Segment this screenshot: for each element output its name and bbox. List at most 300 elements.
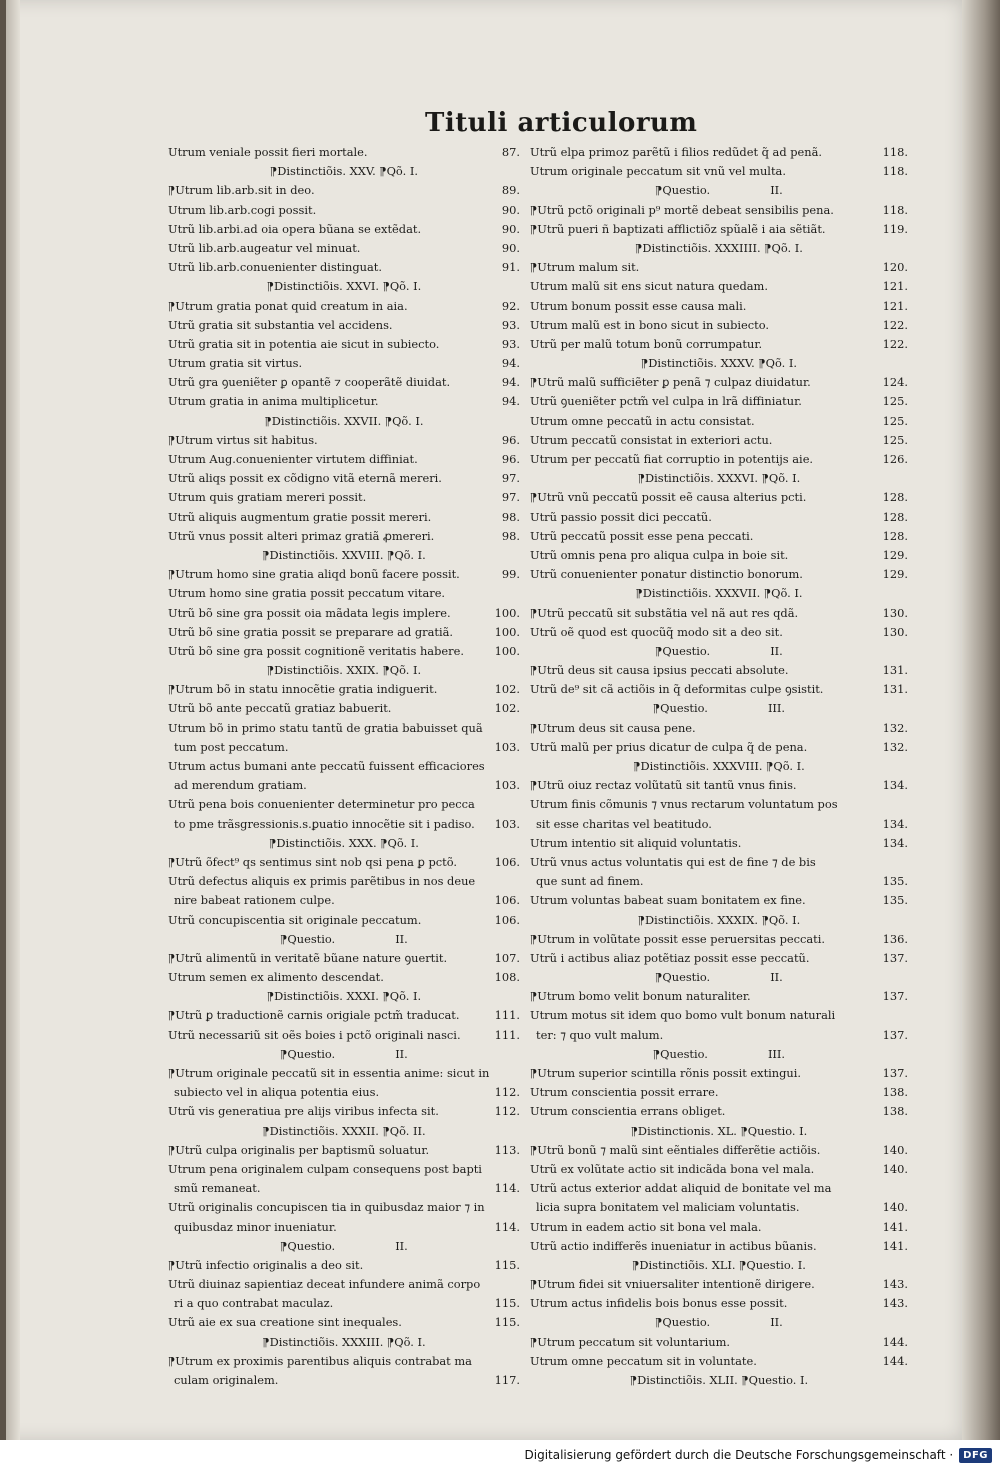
entry-text: Utrũ defectus aliquis ex primis parẽtibus in nos deue	[168, 874, 476, 889]
toc-entry	[530, 508, 908, 527]
toc-entry	[168, 1064, 520, 1083]
toc-entry	[530, 488, 908, 507]
entry-text: Utrũ omnis pena pro aliqua culpa in boie sit.	[530, 547, 789, 562]
toc-entry	[168, 1083, 520, 1102]
entry-text: ⁋Questio.	[280, 1046, 336, 1061]
entry-text: ri a quo contrabat maculaz.	[174, 1296, 334, 1311]
toc-entry	[530, 834, 908, 853]
entry-text: ⁋Utrum lib.arb.sit in deo.	[168, 183, 315, 198]
entry-text: Utrũ vnus possit alteri primaz gratiã ꝓmereri.	[168, 528, 435, 543]
entry-text: ⁋Utrum originale peccatũ sit in essentia anime: sicut in	[168, 1066, 490, 1080]
section-heading	[168, 1333, 520, 1352]
section-heading	[530, 1122, 908, 1141]
entry-text: Utrũ conuenienter ponatur distinctio bonorum.	[530, 567, 803, 582]
page-number: 115.	[494, 1315, 520, 1330]
entry-text: ⁋Questio.	[655, 970, 711, 985]
digitization-footer	[0, 1440, 1000, 1470]
toc-entry	[168, 488, 520, 507]
toc-entry	[168, 1275, 520, 1294]
entry-text: Utrum intentio sit aliquid voluntatis.	[530, 835, 742, 850]
page-number: 140.	[882, 1161, 908, 1176]
entry-text: culam originalem.	[174, 1373, 279, 1387]
section-heading	[530, 1045, 908, 1064]
toc-entry	[530, 872, 908, 891]
page-number: 129.	[882, 547, 908, 562]
page-number: 112.	[494, 1085, 520, 1100]
page-number: 97.	[501, 471, 520, 486]
entry-text: Utrũ concupiscentia sit originale peccatum.	[168, 912, 422, 927]
entry-text: ⁋Questio.	[655, 643, 711, 658]
page-number: 143.	[882, 1296, 908, 1311]
question-number: III.	[767, 701, 786, 716]
entry-text: nire babeat rationem culpe.	[174, 893, 335, 908]
section-heading	[168, 834, 520, 853]
toc-entry	[168, 354, 520, 373]
entry-text: ⁋Utrum in volũtate possit esse peruersitas peccati.	[530, 931, 826, 946]
entry-text: ⁋Questio.	[655, 183, 711, 198]
page-number: 130.	[882, 624, 908, 639]
page-number: 94.	[501, 356, 520, 371]
toc-entry	[530, 431, 908, 450]
question-number: II.	[770, 643, 783, 658]
question-number: II.	[770, 183, 783, 198]
toc-entry	[168, 1141, 520, 1160]
section-heading	[168, 546, 520, 565]
entry-text: Utrũ actio indifferẽs inueniatur in actibus bũanis.	[530, 1238, 817, 1253]
page-number: 128.	[882, 490, 908, 505]
entry-text: ⁋Utrũ peccatũ sit substãtia vel nã aut res qdã.	[530, 605, 799, 620]
toc-entry	[530, 565, 908, 584]
page-number: 121.	[882, 298, 908, 313]
page-number: 138.	[882, 1104, 908, 1119]
entry-text: ⁋Utrũ ꝑ traductionẽ carnis origiale pctm̃ traducat.	[168, 1008, 460, 1023]
entry-text: Utrum actus bumani ante peccatũ fuissent efficaciores	[168, 759, 485, 773]
section-heading	[168, 661, 520, 680]
left-column	[168, 143, 520, 1390]
page-number: 106.	[494, 912, 520, 927]
toc-entry	[168, 853, 520, 872]
entry-text: ⁋Utrũ culpa originalis per baptismũ soluatur.	[168, 1142, 430, 1157]
toc-entry	[168, 508, 520, 527]
section-heading	[530, 181, 908, 200]
page-number: 102.	[494, 682, 520, 697]
entry-text: ⁋Questio.	[652, 1046, 708, 1061]
question-number: III.	[767, 1046, 786, 1061]
entry-text: ⁋Utrũ pueri ñ baptizati afflictiõz spũalẽ i aia sẽtiãt.	[530, 221, 826, 236]
toc-entry	[530, 277, 908, 296]
section-heading	[168, 930, 520, 949]
toc-entry	[168, 1313, 520, 1332]
toc-entry	[168, 1102, 520, 1121]
section-heading	[530, 642, 908, 661]
page-number: 99.	[501, 567, 520, 582]
entry-text: Utrum peccatũ consistat in exteriori actu.	[530, 432, 773, 447]
page-number: 90.	[501, 240, 520, 255]
entry-text: Utrum conscientia possit errare.	[530, 1085, 719, 1100]
entry-text: ⁋Distinctiõis. XXXIX. ⁋Qõ. I.	[637, 912, 801, 927]
toc-entry	[168, 968, 520, 987]
toc-entry	[168, 143, 520, 162]
page-number: 112.	[494, 1104, 520, 1119]
page-number: 144.	[882, 1334, 908, 1349]
toc-entry	[530, 1352, 908, 1371]
toc-entry	[530, 1102, 908, 1121]
entry-text: Utrum homo sine gratia possit peccatum vitare.	[168, 586, 446, 601]
toc-entry	[530, 719, 908, 738]
section-heading	[168, 412, 520, 431]
page-number: 135.	[882, 893, 908, 908]
entry-text: Utrũ lib.arbi.ad oia opera bũana se extẽdat.	[168, 221, 422, 236]
entry-text: ad merendum gratiam.	[174, 778, 307, 793]
toc-entry	[530, 680, 908, 699]
section-heading	[530, 584, 908, 603]
toc-entry	[168, 1006, 520, 1025]
entry-text: ⁋Distinctiõis. XXXIII. ⁋Qõ. I.	[262, 1334, 426, 1349]
entry-text: ⁋Distinctiõis. XXXVI. ⁋Qõ. I.	[637, 471, 801, 486]
toc-entry	[530, 316, 908, 335]
entry-text: Utrum malũ est in bono sicut in subiecto.	[530, 317, 770, 332]
entry-text: ⁋Utrũ infectio originalis a deo sit.	[168, 1257, 364, 1272]
entry-text: Utrũ ꝯueniẽter pctm̃ vel culpa in lrã diffiniatur.	[530, 394, 802, 409]
page-number: 118.	[882, 202, 908, 217]
entry-text: Utrum lib.arb.cogi possit.	[168, 202, 317, 217]
toc-entry	[168, 1198, 520, 1217]
toc-entry	[530, 1141, 908, 1160]
toc-entry	[168, 220, 520, 239]
toc-entry	[168, 181, 520, 200]
page-number: 117.	[494, 1373, 520, 1387]
page-number: 125.	[882, 432, 908, 447]
page-number: 126.	[882, 452, 908, 466]
page-number: 114.	[494, 1219, 520, 1234]
toc-entry	[168, 1371, 520, 1390]
page-number: 120.	[882, 260, 908, 275]
entry-text: Utrum veniale possit fieri mortale.	[168, 145, 368, 159]
toc-entry	[168, 1026, 520, 1045]
section-heading	[530, 239, 908, 258]
toc-entry	[530, 1333, 908, 1352]
entry-text: Utrũ i actibus aliaz potẽtiaz possit esse peccatũ.	[530, 950, 810, 965]
entry-text: ⁋Utrum bomo velit bonum naturaliter.	[530, 989, 751, 1004]
entry-text: Utrũ peccatũ possit esse pena peccati.	[530, 528, 754, 543]
entry-text: Utrũ diuinaz sapientiaz deceat infundere animã corpo	[168, 1277, 481, 1292]
page-number: 103.	[494, 739, 520, 754]
page-number: 135.	[882, 874, 908, 889]
entry-text: Utrum gratia sit virtus.	[168, 356, 303, 371]
toc-entry	[168, 949, 520, 968]
page-number: 111.	[494, 1027, 520, 1042]
page-number: 115.	[494, 1257, 520, 1272]
toc-entry	[168, 584, 520, 603]
page-number: 103.	[494, 816, 520, 831]
toc-entry	[168, 565, 520, 584]
entry-text: Utrum bõ in primo statu tantũ de gratia babuisset quã	[168, 720, 483, 735]
entry-text: Utrum pena originalem culpam consequens post bapti	[168, 1161, 482, 1176]
entry-text: Utrũ gratia sit substantia vel accidens.	[168, 317, 393, 332]
page-number: 121.	[882, 279, 908, 294]
entry-text: Utrũ vnus actus voluntatis qui est de fine ⁊ de bis	[530, 854, 816, 869]
page-number: 98.	[501, 509, 520, 524]
page-number: 144.	[882, 1353, 908, 1368]
entry-text: Utrum malũ sit ens sicut natura quedam.	[530, 279, 768, 294]
entry-text: Utrũ originalis concupiscen tia in quibusdaz maior ⁊ in	[168, 1200, 485, 1215]
entry-text: ⁋Utrum superior scintilla rõnis possit extingui.	[530, 1066, 802, 1080]
entry-text: ⁋Questio.	[280, 931, 336, 946]
page-number: 134.	[882, 816, 908, 831]
entry-text: ⁋Distinctiõis. XXXIIII. ⁋Qõ. I.	[635, 240, 803, 255]
toc-entry	[530, 661, 908, 680]
question-number: II.	[395, 1238, 408, 1253]
entry-text: ⁋Utrum ex proximis parentibus aliquis contrabat ma	[168, 1353, 472, 1368]
toc-entry	[530, 162, 908, 181]
toc-entry	[530, 392, 908, 411]
entry-text: que sunt ad finem.	[536, 874, 644, 889]
toc-entry	[530, 297, 908, 316]
entry-text: licia supra bonitatem vel maliciam voluntatis.	[536, 1200, 800, 1215]
entry-text: ⁋Distinctiõis. XXXV. ⁋Qõ. I.	[640, 356, 798, 371]
footer-text: Digitalisierung gefördert durch die Deutsche Forschungsgemeinschaft ·	[524, 1448, 954, 1462]
page-number: 122.	[882, 317, 908, 332]
toc-entry	[530, 1198, 908, 1217]
toc-entry	[168, 815, 520, 834]
entry-text: Utrum quis gratiam mereri possit.	[168, 490, 367, 505]
toc-entry	[530, 1179, 908, 1198]
entry-text: Utrũ aliqs possit ex cõdigno vitã eternã mereri.	[168, 471, 442, 486]
page-number: 92.	[501, 298, 520, 313]
page-number: 125.	[882, 394, 908, 409]
toc-entry	[530, 623, 908, 642]
entry-text: ⁋Utrũ deus sit causa ipsius peccati absolute.	[530, 663, 789, 678]
entry-text: Utrum motus sit idem quo bomo vult bonum naturali	[530, 1008, 836, 1023]
entry-text: Utrũ actus exterior addat aliquid de bonitate vel ma	[530, 1181, 832, 1196]
dfg-logo-icon: DFG	[959, 1448, 992, 1463]
entry-text: ⁋Utrũ vnũ peccatũ possit eẽ causa alterius pcti.	[530, 490, 807, 505]
entry-text: smũ remaneat.	[174, 1181, 261, 1196]
entry-text: ⁋Distinctiõis. XXXVIII. ⁋Qõ. I.	[633, 759, 805, 773]
page-number: 87.	[501, 145, 520, 159]
toc-entry	[530, 795, 908, 814]
toc-entry	[530, 335, 908, 354]
toc-entry	[530, 1006, 908, 1025]
page-number: 129.	[882, 567, 908, 582]
toc-entry	[168, 1352, 520, 1371]
toc-entry	[168, 1294, 520, 1313]
page-number: 106.	[494, 854, 520, 869]
page-number: 143.	[882, 1277, 908, 1292]
page-number: 90.	[501, 221, 520, 236]
page-number: 122.	[882, 336, 908, 351]
entry-text: Utrũ per malũ totum bonũ corrumpatur.	[530, 336, 763, 351]
entry-text: Utrum originale peccatum sit vnũ vel multa.	[530, 164, 786, 179]
toc-entry	[168, 373, 520, 392]
page-number: 119.	[882, 221, 908, 236]
entry-text: ⁋Utrum fidei sit vniuersaliter intentionẽ dirigere.	[530, 1277, 815, 1292]
toc-entry	[530, 412, 908, 431]
toc-entry	[530, 776, 908, 795]
section-heading	[168, 1122, 520, 1141]
question-number: II.	[770, 970, 783, 985]
entry-text: ⁋Utrum gratia ponat quid creatum in aia.	[168, 298, 408, 313]
entry-text: tum post peccatum.	[174, 739, 289, 754]
toc-entry	[168, 469, 520, 488]
question-number: II.	[770, 1315, 783, 1330]
page-number: 138.	[882, 1085, 908, 1100]
toc-entry	[530, 258, 908, 277]
entry-text: ⁋Utrum malum sit.	[530, 260, 640, 275]
page-number: 106.	[494, 893, 520, 908]
page-number: 93.	[501, 317, 520, 332]
page-number: 137.	[882, 950, 908, 965]
page-number: 140.	[882, 1142, 908, 1157]
right-column	[530, 143, 908, 1390]
entry-text: ⁋Distinctiõis. XXIX. ⁋Qõ. I.	[266, 663, 422, 678]
entry-text: ⁋Utrũ bonũ ⁊ malũ sint eẽntiales differẽtie actiõis.	[530, 1142, 821, 1157]
entry-text: Utrũ bõ ante peccatũ gratiaz babuerit.	[168, 701, 392, 716]
page-number: 93.	[501, 336, 520, 351]
toc-entry	[168, 719, 520, 738]
entry-text: ⁋Distinctiõis. XXXI. ⁋Qõ. I.	[266, 989, 422, 1004]
section-heading	[168, 1237, 520, 1256]
page-number: 124.	[882, 375, 908, 390]
toc-entry	[168, 527, 520, 546]
entry-text: Utrũ aliquis augmentum gratie possit mereri.	[168, 509, 432, 524]
page-number: 90.	[501, 202, 520, 217]
section-heading	[530, 1371, 908, 1390]
entry-text: Utrũ elpa primoz parẽtũ i filios redũdet q̃ ad penã.	[530, 145, 823, 159]
entry-text: Utrũ lib.arb.augeatur vel minuat.	[168, 240, 361, 255]
entry-text: ⁋Questio.	[652, 701, 708, 716]
toc-entry	[530, 738, 908, 757]
entry-text: Utrũ necessariũ sit oẽs boies i pctõ originali nasci.	[168, 1027, 461, 1042]
entry-text: Utrum finis cõmunis ⁊ vnus rectarum voluntatum pos	[530, 797, 838, 812]
toc-entry	[530, 815, 908, 834]
section-heading	[530, 1313, 908, 1332]
toc-entry	[530, 201, 908, 220]
entry-text: ⁋Distinctiõis. XLI. ⁋Questio. I.	[632, 1257, 806, 1272]
entry-text: Utrum omne peccatũ in actu consistat.	[530, 413, 755, 428]
entry-text: ⁋Distinctiõis. XXX. ⁋Qõ. I.	[269, 835, 419, 850]
entry-text: subiecto vel in aliqua potentia eius.	[174, 1085, 380, 1100]
section-heading	[168, 1045, 520, 1064]
page-number: 131.	[882, 682, 908, 697]
toc-entry	[168, 891, 520, 910]
entry-text: Utrum conscientia errans obliget.	[530, 1104, 726, 1119]
entry-text: Utrũ bõ sine gra possit cognitionẽ veritatis habere.	[168, 643, 464, 658]
page-number: 114.	[494, 1181, 520, 1196]
toc-entry	[168, 239, 520, 258]
toc-entry	[168, 623, 520, 642]
page-number: 100.	[494, 624, 520, 639]
toc-entry	[530, 546, 908, 565]
toc-entry	[168, 1160, 520, 1179]
page-number: 108.	[494, 970, 520, 985]
entry-text: ⁋Utrum bõ in statu innocẽtie gratia indiguerit.	[168, 682, 438, 697]
page-number: 141.	[882, 1238, 908, 1253]
toc-entry	[168, 450, 520, 469]
page-number: 128.	[882, 528, 908, 543]
toc-entry	[168, 795, 520, 814]
entry-text: quibusdaz minor inueniatur.	[174, 1219, 337, 1234]
toc-entry	[168, 297, 520, 316]
toc-entry	[168, 392, 520, 411]
page-number: 134.	[882, 778, 908, 793]
page-number: 115.	[494, 1296, 520, 1311]
entry-text: Utrum in eadem actio sit bona vel mala.	[530, 1219, 762, 1234]
toc-entry	[168, 757, 520, 776]
toc-entry	[530, 1026, 908, 1045]
toc-entry	[530, 1083, 908, 1102]
toc-entry	[530, 891, 908, 910]
page-number: 103.	[494, 778, 520, 793]
toc-entry	[530, 1064, 908, 1083]
section-heading	[530, 699, 908, 718]
entry-text: ⁋Questio.	[280, 1238, 336, 1253]
page-number: 137.	[882, 1066, 908, 1080]
entry-text: ⁋Utrũ õfect⁹ qs sentimus sint nob qsi pena ꝑ pctõ.	[168, 854, 457, 869]
toc-entry	[168, 872, 520, 891]
entry-text: Utrũ bõ sine gratia possit se preparare ad gratiã.	[168, 624, 454, 639]
section-heading	[530, 469, 908, 488]
page-number: 96.	[501, 432, 520, 447]
entry-text: Utrum gratia in anima multiplicetur.	[168, 394, 379, 409]
page-number: 132.	[882, 739, 908, 754]
page-number: 100.	[494, 643, 520, 658]
entry-text: ⁋Distinctiõis. XXVI. ⁋Qõ. I.	[266, 279, 422, 294]
toc-entry	[530, 930, 908, 949]
toc-entry	[530, 1294, 908, 1313]
entry-text: ⁋Utrum homo sine gratia aliqd bonũ facere possit.	[168, 567, 460, 582]
toc-entry	[530, 949, 908, 968]
page-number: 102.	[494, 701, 520, 716]
toc-entry	[168, 1256, 520, 1275]
entry-text: Utrum voluntas babeat suam bonitatem ex fine.	[530, 893, 806, 908]
section-heading	[530, 911, 908, 930]
section-heading	[530, 757, 908, 776]
page-number: 141.	[882, 1219, 908, 1234]
page-number: 137.	[882, 1027, 908, 1042]
toc-entry	[530, 1218, 908, 1237]
question-number: II.	[395, 931, 408, 946]
entry-text: Utrũ lib.arb.conuenienter distinguat.	[168, 260, 382, 275]
toc-entry	[168, 911, 520, 930]
toc-entry	[168, 258, 520, 277]
toc-entry	[530, 373, 908, 392]
toc-entry	[168, 699, 520, 718]
entry-text: ⁋Utrũ oiuz rectaz volũtatũ sit tantũ vnus finis.	[530, 778, 797, 793]
entry-text: Utrum semen ex alimento descendat.	[168, 970, 384, 985]
entry-text: Utrũ aie ex sua creatione sint inequales.	[168, 1315, 402, 1330]
page-number: 132.	[882, 720, 908, 735]
entry-text: ⁋Utrũ alimentũ in veritatẽ bũane nature ꝯuertit.	[168, 950, 448, 965]
page-number: 96.	[501, 452, 520, 466]
entry-text: Utrũ oẽ quod est quocũq̃ modo sit a deo sit.	[530, 624, 783, 639]
running-title: Tituli articulorum	[425, 108, 698, 138]
entry-text: ⁋Questio.	[655, 1315, 711, 1330]
toc-entry	[168, 335, 520, 354]
entry-text: ter: ⁊ quo vult malum.	[536, 1027, 664, 1042]
page-number: 118.	[882, 145, 908, 159]
page-number: 89.	[501, 183, 520, 198]
entry-text: Utrum actus infidelis bois bonus esse possit.	[530, 1296, 788, 1311]
entry-text: Utrũ pena bois conuenienter determinetur pro pecca	[168, 797, 475, 812]
toc-entry	[530, 527, 908, 546]
page-number: 113.	[494, 1142, 520, 1157]
page-edge-shadow	[962, 0, 1000, 1440]
toc-entry	[530, 1160, 908, 1179]
entry-text: Utrum Aug.conuenienter virtutem diffiniat.	[168, 452, 418, 466]
section-heading	[168, 162, 520, 181]
entry-text: Utrũ passio possit dici peccatũ.	[530, 509, 712, 524]
